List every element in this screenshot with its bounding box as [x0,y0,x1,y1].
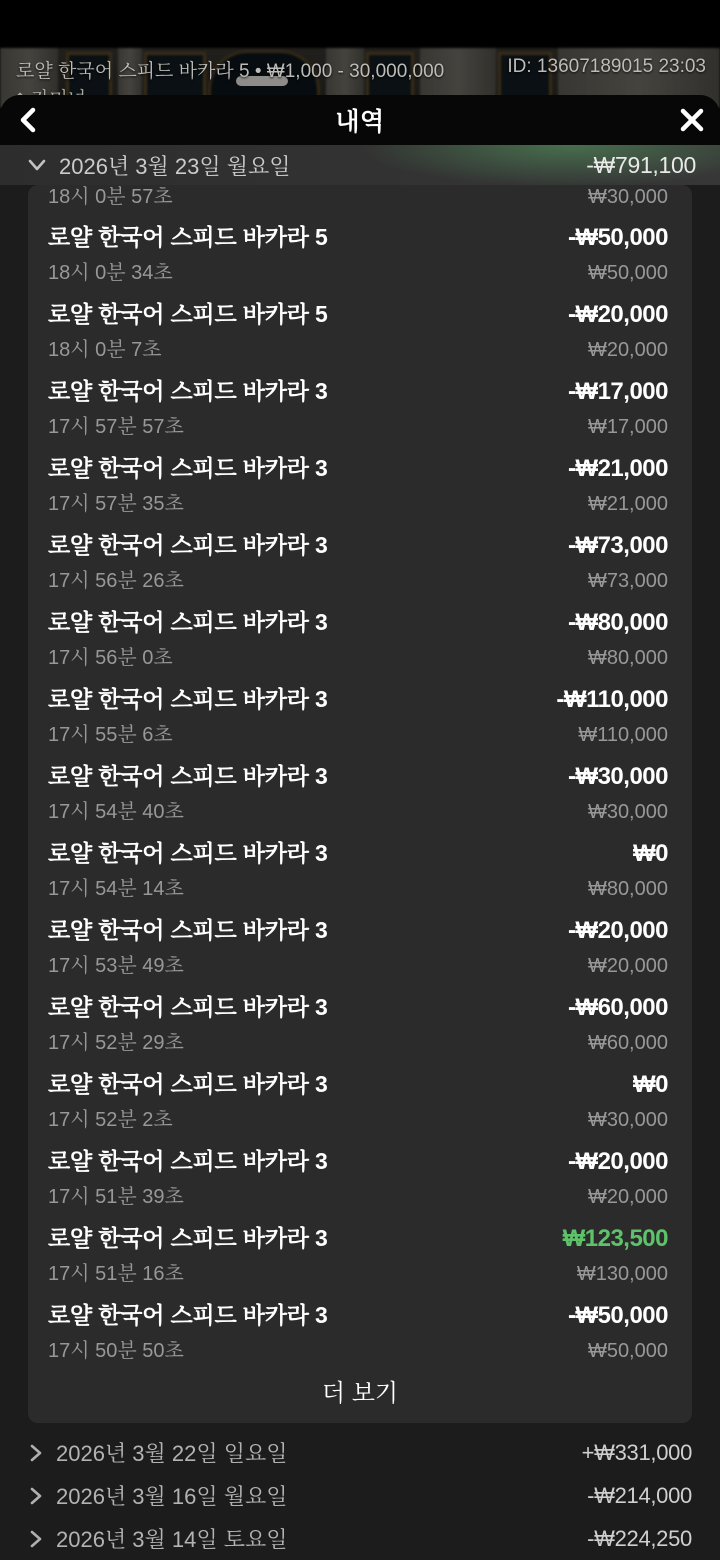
stake-amount: ₩30,000 [587,186,668,206]
modal-header [0,95,720,145]
net-amount: -₩17,000 [567,378,668,405]
game-info-bar [16,56,706,83]
section-date: 2026년 3월 22일 일요일 [56,1441,288,1466]
transaction-time: 17시 56분 26초 [48,570,184,592]
chevron-right-icon [30,1444,42,1462]
collapsed-sections [0,1431,720,1560]
transaction-time: 17시 53분 49초 [48,955,184,977]
net-amount: -₩50,000 [567,1302,668,1329]
stake-amount: ₩50,000 [587,262,668,284]
transaction-row [28,745,692,822]
stake-amount: ₩50,000 [587,1340,668,1362]
stake-amount: ₩130,000 [576,1263,668,1285]
chevron-right-icon [30,1530,42,1548]
net-amount: -₩21,000 [567,455,668,482]
game-name: 로얄 한국어 스피드 바카라 3 [48,378,328,404]
section-date: 2026년 3월 23일 월요일 [59,153,291,179]
stake-amount: ₩30,000 [587,801,668,823]
transaction-row [28,668,692,745]
chevron-down-icon [28,159,46,171]
game-title-and-limits: 로얄 한국어 스피드 바카라 5 • ₩1,000 - 30,000,000 [16,61,445,82]
game-name: 로얄 한국어 스피드 바카라 3 [48,1071,328,1097]
game-name: 로얄 한국어 스피드 바카라 3 [48,994,328,1020]
section-total: -₩791,100 [586,151,696,178]
transaction-row [28,591,692,668]
net-amount: ₩0 [633,1071,668,1098]
game-name: 로얄 한국어 스피드 바카라 3 [48,1302,328,1328]
transaction-time: 17시 50분 50초 [48,1340,184,1362]
close-button[interactable] [664,95,720,145]
transaction-row [28,514,692,591]
section-date: 2026년 3월 14일 토요일 [56,1527,288,1552]
transaction-row [28,1130,692,1207]
stake-amount: ₩60,000 [587,1032,668,1054]
net-amount: -₩110,000 [556,686,668,713]
stake-amount: ₩30,000 [587,1109,668,1131]
transaction-row [28,437,692,514]
transaction-row [28,283,692,360]
game-name: 로얄 한국어 스피드 바카라 5 [48,301,328,327]
net-amount: ₩0 [633,840,668,867]
stake-amount: ₩20,000 [587,955,668,977]
stake-amount: ₩20,000 [587,1186,668,1208]
history-modal [0,95,720,1560]
stake-amount: ₩21,000 [587,493,668,515]
transaction-time: 17시 54분 40초 [48,801,184,823]
section-total: -₩224,250 [587,1525,692,1551]
section-date: 2026년 3월 16일 월요일 [56,1484,288,1509]
transaction-time: 18시 0분 57초 [48,186,173,206]
game-name: 로얄 한국어 스피드 바카라 3 [48,1225,328,1251]
date-section-header-collapsed[interactable] [0,1431,720,1474]
game-name: 로얄 한국어 스피드 바카라 3 [48,609,328,635]
game-name: 로얄 한국어 스피드 바카라 3 [48,686,328,712]
transaction-row [28,206,692,283]
stake-amount: ₩80,000 [587,647,668,669]
stake-amount: ₩80,000 [587,878,668,900]
transaction-time: 17시 56분 0초 [48,647,173,669]
chevron-right-icon [30,1487,42,1505]
transaction-row [28,1207,692,1284]
game-name: 로얄 한국어 스피드 바카라 3 [48,763,328,789]
transaction-row [28,899,692,976]
net-amount: -₩30,000 [567,763,668,790]
page-title: 내역 [335,108,385,136]
net-amount: -₩20,000 [567,1148,668,1175]
transaction-time: 18시 0분 34초 [48,262,173,284]
net-amount: ₩123,500 [562,1225,668,1252]
net-amount: -₩80,000 [567,609,668,636]
transaction-row [28,1284,692,1361]
date-section-header-collapsed[interactable] [0,1517,720,1560]
transaction-time: 17시 51분 16초 [48,1263,184,1285]
game-name: 로얄 한국어 스피드 바카라 3 [48,532,328,558]
transaction-time: 17시 57분 57초 [48,416,184,438]
game-name: 로얄 한국어 스피드 바카라 5 [48,224,328,250]
stake-amount: ₩110,000 [578,724,668,746]
date-section-header-collapsed[interactable] [0,1474,720,1517]
section-total: -₩214,000 [587,1482,692,1508]
load-more-button[interactable]: 더 보기 [28,1361,692,1419]
transaction-row [28,360,692,437]
date-section-header-expanded[interactable] [0,145,720,185]
net-amount: -₩50,000 [567,224,668,251]
section-total: +₩331,000 [581,1439,692,1465]
transaction-row [28,1053,692,1130]
stake-amount: ₩17,000 [587,416,668,438]
close-icon [679,107,705,133]
stake-amount: ₩20,000 [587,339,668,361]
transaction-time: 18시 0분 7초 [48,339,162,361]
transaction-row [28,822,692,899]
net-amount: -₩73,000 [567,532,668,559]
transaction-list [28,206,692,1361]
transaction-row-partial [28,185,692,206]
transaction-time: 17시 55분 6초 [48,724,173,746]
game-name: 로얄 한국어 스피드 바카라 3 [48,455,328,481]
transaction-time: 17시 54분 14초 [48,878,184,900]
game-name: 로얄 한국어 스피드 바카라 3 [48,917,328,943]
net-amount: -₩20,000 [567,301,668,328]
game-name: 로얄 한국어 스피드 바카라 3 [48,840,328,866]
transaction-time: 17시 52분 29초 [48,1032,184,1054]
transaction-time: 17시 52분 2초 [48,1109,173,1131]
net-amount: -₩20,000 [567,917,668,944]
game-session-id: ID: 13607189015 23:03 [507,56,706,77]
net-amount: -₩60,000 [567,994,668,1021]
game-name: 로얄 한국어 스피드 바카라 3 [48,1148,328,1174]
transaction-card [28,185,692,1423]
transaction-row [28,976,692,1053]
transaction-time: 17시 51분 39초 [48,1186,184,1208]
stake-amount: ₩73,000 [587,570,668,592]
transaction-time: 17시 57분 35초 [48,493,184,515]
